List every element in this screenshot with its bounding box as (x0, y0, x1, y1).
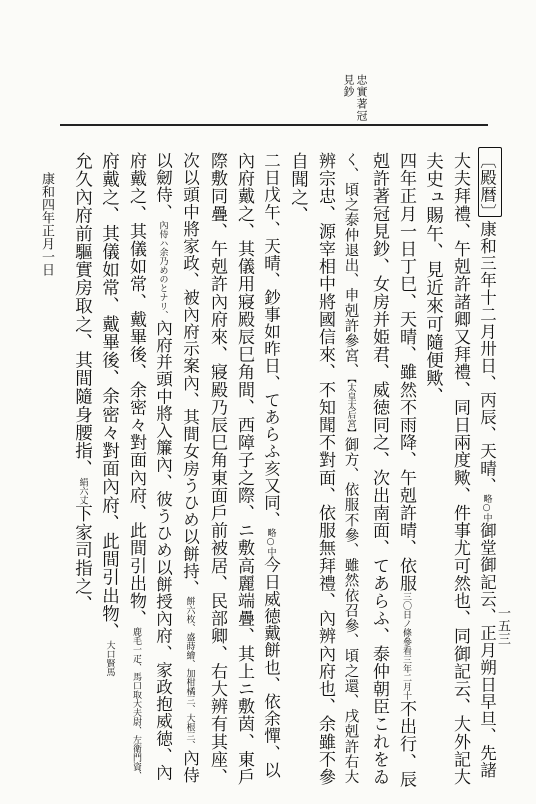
text-column-11 (208, 152, 225, 786)
page-number: 一五三 (495, 606, 510, 645)
column-text: 際敷同疊、午剋許內府來、寢殿乃辰巳角東面戶前被居、民部卿、右大辨有其座、 (207, 152, 227, 786)
column-text: 大夫拜禮、午剋許諸卿又拜禮、同日兩度歟、件事尤可然也、同御記云、大外記大 (450, 152, 470, 786)
column-small-note: 絹六丈 (77, 477, 88, 505)
text-column-1 (478, 152, 495, 779)
column-text: 剋許著冠見鈔、女房并姫君、威徳同之、次出南面、てあらふ、泰仲朝臣これをゐ (369, 152, 389, 786)
column-text: 四年正月一日丁巳、天晴、雖然不雨降、午剋許晴、依服 (396, 152, 416, 592)
source-title-a: 忠實著冠 (355, 74, 368, 122)
header-rule (60, 124, 488, 126)
column-text-tail: 御方、依服不參、雖然依召參、頃之還、戌剋許右大 (342, 437, 359, 785)
text-column-15 (100, 152, 118, 677)
column-text-tail: 下家司指之、 (72, 504, 93, 614)
column-text: 允久內府前驅實房取之、其間隨身腰指、 (72, 152, 93, 478)
text-column-9 (262, 152, 279, 779)
column-text: 自聞之、 (288, 152, 309, 225)
column-small-note: 【太皇太后宮】 (345, 378, 356, 437)
left-margin-date: 康和四年正月一日 (39, 172, 54, 276)
column-text-tail: 不出行、辰 (396, 700, 416, 788)
column-small-note: 內侍ハ余乃めのとナリ、 (157, 220, 168, 320)
column-text: 夫史ュ賜午、見近來可隨便歟、 (423, 152, 444, 406)
column-text: 二日戊午、天晴、鈔事如昨日、てあらふ亥又同、 (261, 152, 281, 529)
text-column-7 (316, 152, 333, 786)
column-text: 府戴之、其儀如常、戴畢後、余密々對面內府、此間引出物、 (126, 152, 146, 628)
column-text: 內府戴之、其儀用寢殿辰巳角間、西障子之際、ニ敷高麗端疊、其上ニ敷茵、東戶 (234, 152, 254, 786)
text-column-3 (424, 152, 442, 405)
text-column-12 (181, 152, 198, 784)
source-title-b: 見鈔 (342, 74, 355, 98)
text-column-10 (235, 152, 252, 786)
column-text-tail: 內府并頭中將入簾內、彼うひめ以餅授內府、家政抱威徳、內 (153, 319, 173, 782)
text-column-14 (127, 152, 144, 780)
text-column-6 (343, 152, 358, 784)
column-small-note: 大口賢馬 (104, 640, 115, 677)
column-text-tail: 內侍 (180, 749, 200, 784)
text-column-final (73, 152, 91, 613)
column-small-note: 略○中 (265, 528, 276, 557)
text-column-2 (451, 152, 468, 786)
column-small-note: 三〇日ノ條參看三年二月十 (401, 592, 411, 700)
text-column-8 (289, 152, 307, 224)
column-text: 辨宗忠、源宰相中將國信來、不知聞不對面、依服無拜禮、內辨內府也、余雖不參 (315, 152, 335, 786)
column-text: 〔殿暦〕康和三年十二月卅日、丙辰、天晴、 (477, 152, 497, 494)
column-text-tail: 今日威徳戴餅也、依余憚、以 (261, 556, 281, 779)
column-text-tail: 御堂御記云、正月朔日早旦、先諸 (477, 522, 497, 779)
column-small-note: 鹿毛一疋、馬口取大夫尉、左衛門資、 (131, 627, 141, 781)
column-text: 次以頭中將家政、被內府示案內、其間女房うひめ以餅持、 (180, 152, 200, 597)
column-text: く、頃之泰仲退出、申剋許參宮、 (342, 152, 359, 379)
text-column-4 (397, 152, 414, 788)
column-text: 府戴之、其儀如常、戴畢後、余密々對面內府、此間引出物、 (99, 152, 120, 641)
text-column-5 (370, 152, 387, 786)
column-small-note: 略○中 (481, 494, 492, 522)
column-small-note: 餅六枚、盛蒔繪、加柑橘三、大根三、 (184, 596, 195, 750)
column-text: 以劒侍、 (153, 152, 173, 221)
text-column-13 (154, 152, 171, 781)
